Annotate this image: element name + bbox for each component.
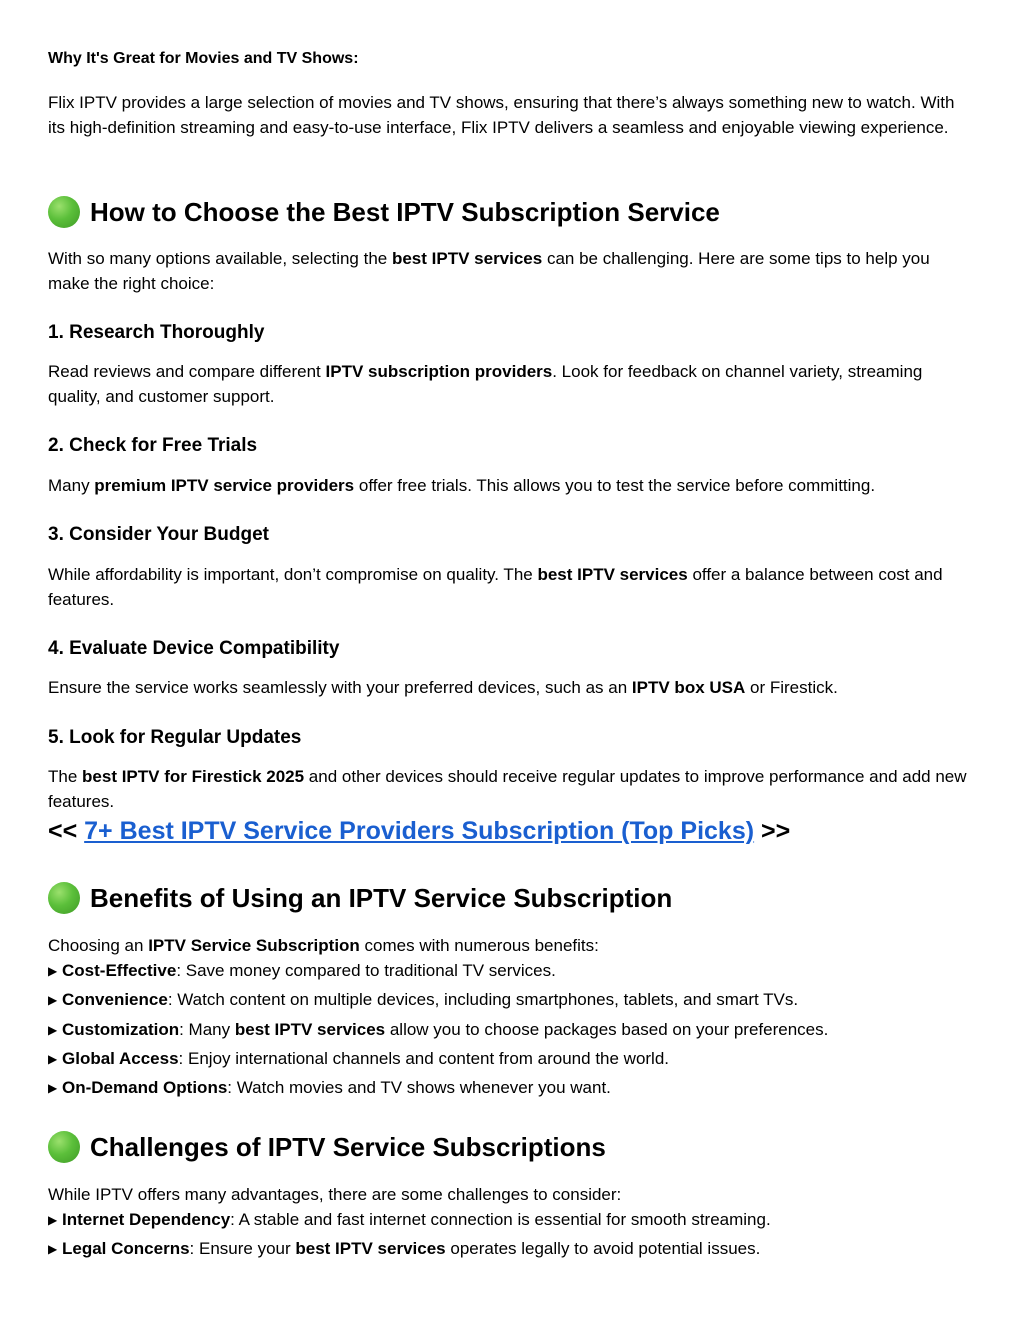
list-item: ▶ Global Access: Enjoy international channels and content from around the world. bbox=[48, 1047, 972, 1071]
tip-title: 1. Research Thoroughly bbox=[48, 322, 265, 343]
choose-heading bbox=[48, 196, 972, 228]
top-picks-link[interactable]: 7+ Best IPTV Service Providers Subscription (Top Picks) bbox=[84, 817, 755, 845]
choose-heading-text: How to Choose the Best IPTV Subscription Service bbox=[90, 197, 720, 227]
list-item: ▶ Legal Concerns: Ensure your best IPTV services operates legally to avoid potential issues. bbox=[48, 1237, 972, 1261]
triangle-bullet-icon: ▶ bbox=[48, 1242, 58, 1256]
challenges-heading bbox=[48, 1131, 972, 1163]
challenges-heading-text: Challenges of IPTV Service Subscriptions bbox=[90, 1132, 606, 1162]
triangle-bullet-icon: ▶ bbox=[48, 993, 58, 1007]
triangle-bullet-icon: ▶ bbox=[48, 964, 58, 978]
benefits-heading-text: Benefits of Using an IPTV Service Subscription bbox=[90, 883, 673, 913]
challenges-intro: While IPTV offers many advantages, there are some challenges to consider: bbox=[48, 1185, 622, 1204]
triangle-bullet-icon: ▶ bbox=[48, 1081, 58, 1095]
benefits-intro: Choosing an IPTV Service Subscription comes with numerous benefits: bbox=[48, 936, 599, 955]
green-circle-icon bbox=[48, 1131, 80, 1163]
intro-paragraph: Flix IPTV provides a large selection of movies and TV shows, ensuring that there’s always something new to watch. With its high-definition streaming and easy-to-use interface, Flix IPTV delivers a seamless and enjoyable viewing experience. bbox=[48, 93, 955, 137]
list-item: ▶ Convenience: Watch content on multiple devices, including smartphones, tablets, and smart TVs. bbox=[48, 988, 972, 1012]
tip-text: The best IPTV for Firestick 2025 and other devices should receive regular updates to improve performance and add new features. bbox=[48, 767, 967, 811]
tip-title: 4. Evaluate Device Compatibility bbox=[48, 638, 340, 659]
triangle-bullet-icon: ▶ bbox=[48, 1213, 58, 1227]
triangle-bullet-icon: ▶ bbox=[48, 1023, 58, 1037]
choose-intro: With so many options available, selecting the best IPTV services can be challenging. Here are some tips to help you make the right choice: bbox=[48, 249, 930, 293]
tip-title: 5. Look for Regular Updates bbox=[48, 727, 302, 748]
tip-text: Ensure the service works seamlessly with your preferred devices, such as an IPTV box USA or Firestick. bbox=[48, 678, 838, 697]
tip-text: Read reviews and compare different IPTV subscription providers. Look for feedback on channel variety, streaming quality, and customer support. bbox=[48, 362, 923, 406]
list-item: ▶ On-Demand Options: Watch movies and TV shows whenever you want. bbox=[48, 1076, 972, 1100]
green-circle-icon bbox=[48, 196, 80, 228]
promo-line: << 7+ Best IPTV Service Providers Subscription (Top Picks) >> bbox=[48, 817, 791, 845]
tip-title: 3. Consider Your Budget bbox=[48, 524, 269, 545]
list-item: ▶ Internet Dependency: A stable and fast internet connection is essential for smooth streaming. bbox=[48, 1208, 972, 1232]
list-item: ▶ Cost-Effective: Save money compared to traditional TV services. bbox=[48, 959, 972, 983]
tip-title: 2. Check for Free Trials bbox=[48, 435, 258, 456]
section-label: Why It's Great for Movies and TV Shows: bbox=[48, 50, 359, 67]
list-item: ▶ Customization: Many best IPTV services allow you to choose packages based on your preferences. bbox=[48, 1018, 972, 1042]
tip-text: Many premium IPTV service providers offer free trials. This allows you to test the service before committing. bbox=[48, 476, 876, 495]
tip-text: While affordability is important, don’t compromise on quality. The best IPTV services offer a balance between cost and features. bbox=[48, 565, 943, 609]
green-circle-icon bbox=[48, 882, 80, 914]
benefits-heading bbox=[48, 882, 972, 914]
triangle-bullet-icon: ▶ bbox=[48, 1052, 58, 1066]
